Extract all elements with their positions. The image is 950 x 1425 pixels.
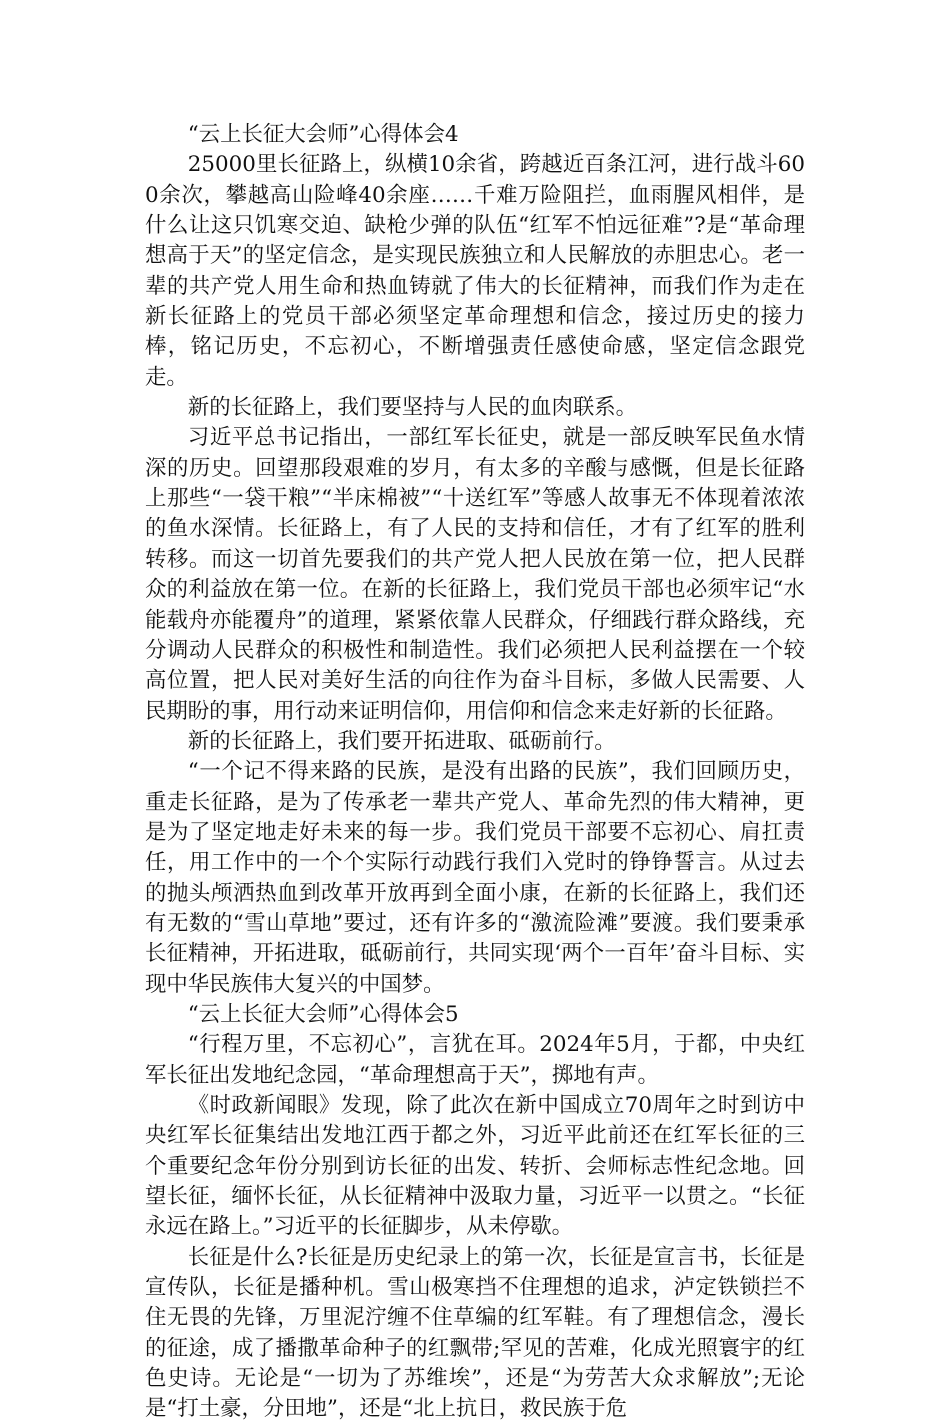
body-paragraph: 《时政新闻眼》发现，除了此次在新中国成立70周年之时到访中央红军长征集结出发地江西于都之外，习近平此前还在红军长征的三个重要纪念年份分别到访长征的出发、转折、会师标志性纪念地。回望长征，缅怀长征，从长征精神中汲取力量，习近平一以贯之。“长征永远在路上。”习近平的长征脚步，从未停歇。 — [145, 1093, 805, 1240]
section-heading: “云上长征大会师”心得体会4 — [187, 122, 459, 147]
document-body — [145, 120, 805, 1425]
body-paragraph: 长征是什么?长征是历史纪录上的第一次，长征是宣言书，长征是宣传队，长征是播种机。雪山极寒挡不住理想的追求，泸定铁锁拦不住无畏的先锋，万里泥泞缠不住草编的红军鞋。有了理想信念，漫长的征途，成了播撒革命种子的红飘带;罕见的苦难，化成光照寰宇的红色史诗。无论是“一切为了苏维埃”，还是“为劳苦大众求解放”;无论是“打土豪，分田地”，还是“北上抗日，救民族于危 — [145, 1244, 805, 1422]
section-heading: “云上长征大会师”心得体会5 — [187, 1001, 459, 1027]
body-paragraph: 25000里长征路上，纵横10余省，跨越近百条江河，进行战斗600余次，攀越高山险峰40余座……千难万险阻拦，血雨腥风相伴，是什么让这只饥寒交迫、缺枪少弹的队伍“红军不怕远征难”?是“革命理想高于天”的坚定信念，是实现民族独立和人民解放的赤胆忠心。老一辈的共产党人用生命和热血铸就了伟大的长征精神，而我们作为走在新长征路上的党员干部必须坚定革命理想和信念，接过历史的接力棒，铭记历史，不忘初心，不断增强责任感使命感，坚定信念跟党走。 — [145, 152, 805, 390]
subheading-paragraph: 新的长征路上，我们要坚持与人民的血肉联系。 — [187, 395, 638, 421]
body-paragraph: “一个记不得来路的民族，是没有出路的民族”，我们回顾历史，重走长征路，是为了传承老一辈共产党人、革命先烈的伟大精神，更是为了坚定地走好未来的每一步。我们党员干部要不忘初心、肩扛责任，用工作中的一个个实际行动践行我们入党时的铮铮誓言。从过去的抛头颅洒热血到改革开放再到全面小康，在新的长征路上，我们还有无数的“雪山草地”要过，还有许多的“激流险滩”要渡。我们要秉承长征精神，开拓进取，砥砺前行，共同实现‘两个一百年’奋斗目标、实现中华民族伟大复兴的中国梦。 — [145, 759, 805, 997]
subheading-paragraph: 新的长征路上，我们要开拓进取、砥砺前行。 — [187, 728, 616, 754]
body-paragraph: “行程万里，不忘初心”，言犹在耳。2024年5月，于都，中央红军长征出发地纪念园，“革命理想高于天”，掷地有声。 — [145, 1032, 805, 1088]
body-paragraph: 习近平总书记指出，一部红军长征史，就是一部反映军民鱼水情深的历史。回望那段艰难的岁月，有太多的辛酸与感慨，但是长征路上那些“一袋干粮”“半床棉被”“十送红军”等感人故事无不体现着浓浓的鱼水深情。长征路上，有了人民的支持和信任，才有了红军的胜利转移。而这一切首先要我们的共产党人把人民放在第一位，把人民群众的利益放在第一位。在新的长征路上，我们党员干部也必须牢记“水能载舟亦能覆舟”的道理，紧紧依靠人民群众，仔细践行群众路线，充分调动人民群众的积极性和制造性。我们必须把人民利益摆在一个较高位置，把人民对美好生活的向往作为奋斗目标，多做人民需要、人民期盼的事，用行动来证明信仰，用信仰和信念来走好新的长征路。 — [145, 425, 805, 724]
